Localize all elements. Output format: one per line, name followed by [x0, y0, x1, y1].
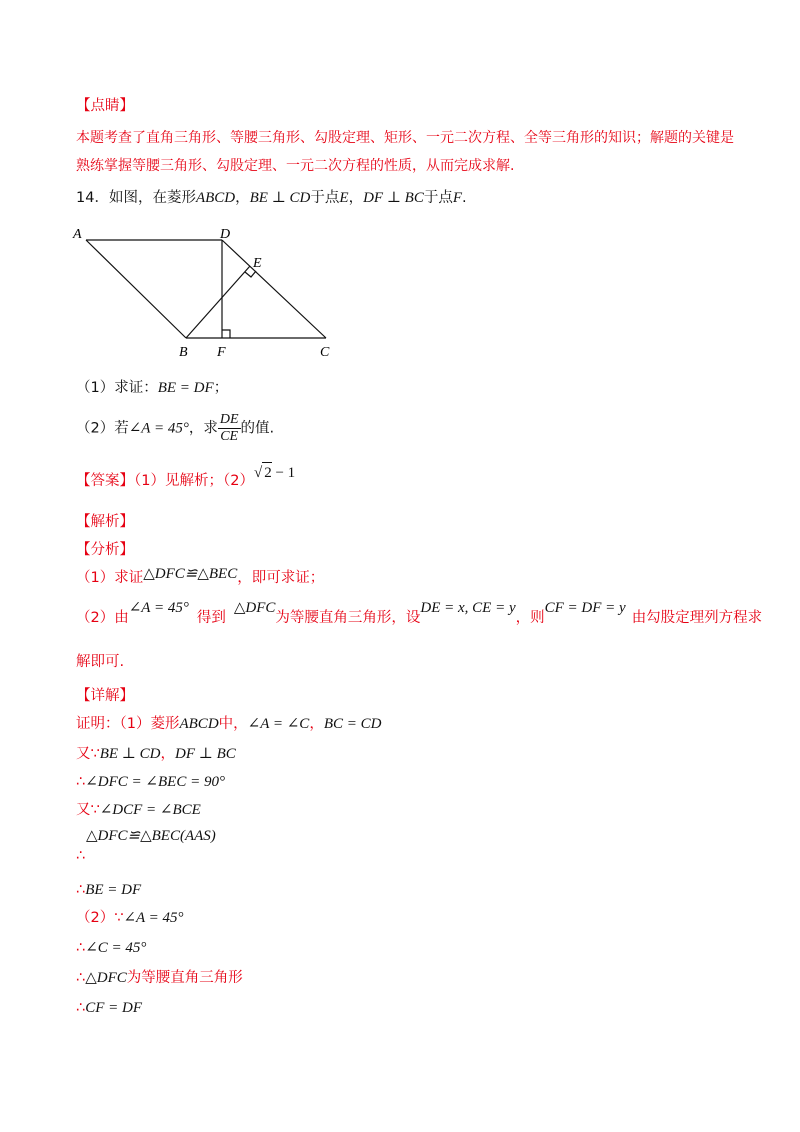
detail-line-4: 又∵∠DCF = ∠BCE	[76, 802, 201, 818]
part-2: （2）若∠A = 45°，求 $\frac{DE}{CE}$ 的值.	[76, 412, 275, 444]
detail-line-9: ∴△DFC为等腰直角三角形	[76, 970, 243, 986]
part-1: （1）求证：BE = DF；	[76, 380, 229, 396]
label-a: A	[73, 227, 82, 242]
detail-line-2: 又∵BE ⊥ CD，DF ⊥ BC	[76, 746, 236, 762]
detail-line-1: 证明：（1）菱形ABCD中，∠A = ∠C，BC = CD	[76, 716, 382, 732]
label-b: B	[179, 345, 188, 360]
problem-stem: 14．如图，在菱形ABCD，BE ⊥ CD于点E，DF ⊥ BC于点F.	[76, 190, 467, 206]
rhombus-figure	[70, 222, 340, 362]
detail-line-5-therefore: ∴	[76, 848, 86, 864]
detail-line-7: （2）∵∠A = 45°	[76, 910, 184, 926]
detail-line-10: ∴CF = DF	[76, 1000, 143, 1016]
label-f: F	[217, 345, 226, 360]
right-angle-e	[245, 271, 256, 277]
detail-line-5: △DFC≌△BEC(AAS)	[86, 828, 216, 844]
analysis-line-1: （1）求证△DFC≌△BEC，即可求证；	[76, 566, 325, 586]
label-d: D	[220, 227, 231, 242]
detail-line-8: ∴∠C = 45°	[76, 940, 147, 956]
answer-value: √ 2 − 1	[254, 465, 295, 481]
right-angle-f	[222, 330, 230, 338]
detail-line-6: ∴BE = DF	[76, 882, 142, 898]
answer: 【答案】（1）见解析；（2）√ 2 − 1	[76, 470, 740, 491]
label-e: E	[253, 256, 262, 271]
notes-text: 本题考查了直角三角形、等腰三角形、勾股定理、矩形、一元二次方程、全等三角形的知识；解题的关键是熟练掌握等腰三角形、勾股定理、一元二次方程的性质，从而完成求解.	[76, 130, 734, 174]
detail-line-3: ∴∠DFC = ∠BEC = 90°	[76, 774, 225, 790]
fraction-de-ce: $\frac{DE}{CE}$	[219, 412, 239, 444]
analysis-heading: 【解析】	[76, 514, 134, 530]
side-dc	[222, 240, 326, 338]
analysis-subheading: 【分析】	[76, 542, 134, 558]
analysis-line-2: （2）由∠A = 45°得到△DFC为等腰直角三角形，设DE = x, CE = y，则CF = DF = y由勾股定理列方程求	[76, 600, 763, 626]
segment-be	[186, 266, 250, 338]
side-ab	[86, 240, 186, 338]
detail-heading: 【详解】	[76, 688, 134, 704]
label-c: C	[320, 345, 330, 360]
notes-heading: 【点睛】	[76, 98, 134, 114]
analysis-line-3: 解即可.	[76, 654, 125, 670]
